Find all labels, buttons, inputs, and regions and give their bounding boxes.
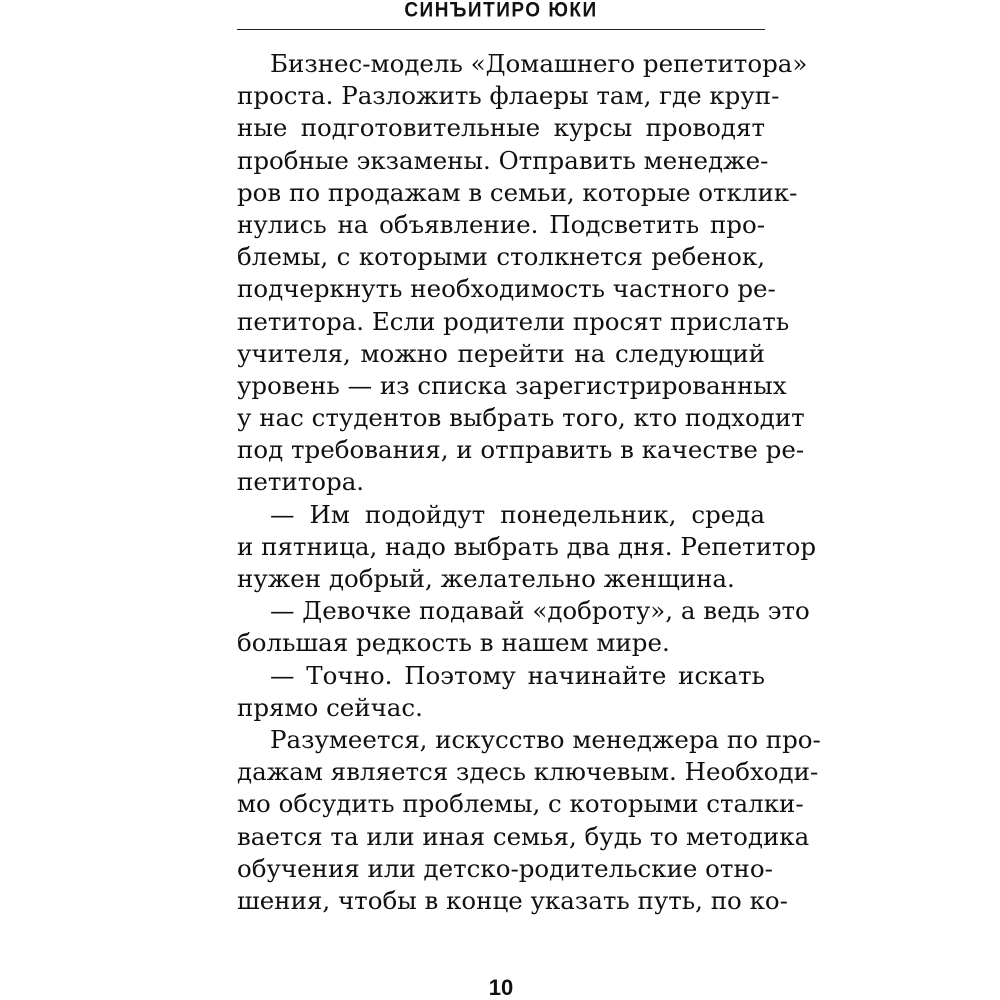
text-line: Бизнес-модель «Домашнего репетитора» [270,49,808,78]
text-line: и пятница, надо выбрать два дня. Репетитор [237,531,817,561]
text-line: мо обсудить проблемы, с которыми сталки- [237,789,804,819]
page-number: 10 [488,975,514,1000]
text-line: — Девочке подавай «доброту», а ведь это [270,596,810,626]
text-line: у нас студентов выбрать того, кто подходит [237,403,805,433]
text-line: петитора. [237,467,365,497]
text-line: Разумеется, искусство менеджера по про- [270,724,821,754]
text-line: ров по продажам в семьи, которые отклик- [237,177,798,207]
text-line: нулись на объявление. Подсветить про- [237,209,765,239]
text-line: вается та или иная семья, будь то методика [237,821,810,851]
running-head-author: СИНЪИТИРО ЮКИ [404,0,598,23]
text-line: уровень — из списка зарегистрированных [237,370,787,400]
text-line: большая редкость в нашем мире. [237,628,670,658]
text-line: пробные экзамены. Отправить менедже- [237,145,769,175]
text-line: нужен добрый, желательно женщина. [237,564,735,593]
text-line: прямо сейчас. [237,692,423,722]
header-rule [237,29,765,30]
text-line: блемы, с которыми столкнется ребенок, [237,242,765,272]
text-line: шения, чтобы в конце указать путь, по ко- [237,885,788,915]
text-line: ные подготовительные курсы проводят [237,113,765,143]
text-line: петитора. Если родители просят прислать [237,306,790,336]
text-line: учителя, можно перейти на следующий [237,338,765,368]
body-text [237,48,821,917]
text-line: под требования, и отправить в качестве ре- [237,435,805,465]
text-line: обучения или детско-родительские отно- [237,853,773,883]
text-line: дажам является здесь ключевым. Необходи- [237,757,819,787]
text-line: подчеркнуть необходимость частного ре- [237,274,776,304]
text-line: — Им подойдут понедельник, среда [270,499,765,529]
text-line: — Точно. Поэтому начинайте искать [270,660,765,690]
text-line: проста. Разложить флаеры там, где круп- [237,81,780,111]
